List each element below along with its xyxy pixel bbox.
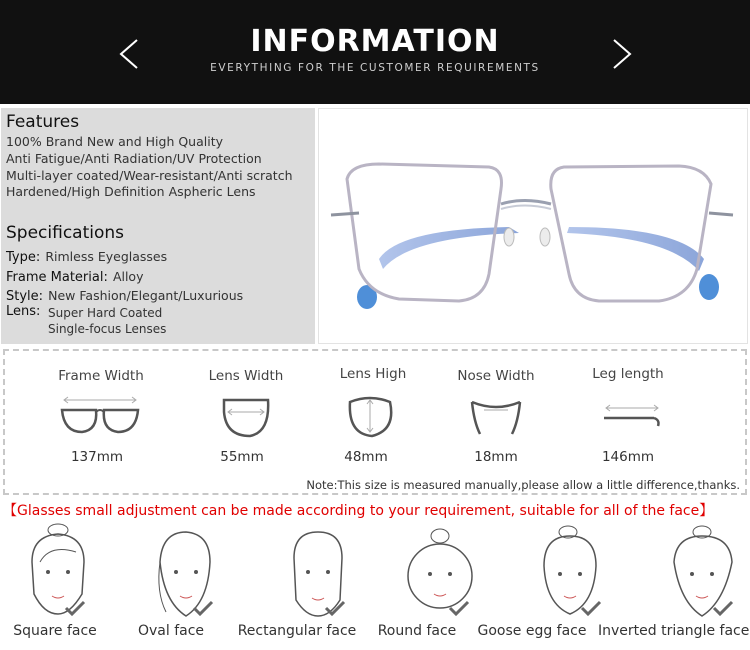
page-subtitle: EVERYTHING FOR THE CUSTOMER REQUIREMENTS — [210, 62, 540, 74]
spec-material-value: Alloy — [112, 269, 144, 284]
feature-line: Multi-layer coated/Wear-resistant/Anti scratch — [6, 168, 293, 183]
face-label-rectangular: Rectangular face — [237, 623, 357, 639]
lens-width-icon — [218, 392, 274, 440]
measure-label-leg-length: Leg length — [592, 366, 664, 382]
measure-label-nose-width: Nose Width — [457, 368, 535, 384]
rectangular-face-icon — [268, 522, 368, 632]
adjustment-notice: 【Glasses small adjustment can be made according to your requirement, suitable for all of the face】 — [3, 503, 714, 519]
leg-length-icon — [600, 396, 664, 436]
feature-line: Anti Fatigue/Anti Radiation/UV Protection — [6, 151, 262, 166]
specifications-heading: Specifications — [6, 223, 125, 243]
spec-style-value: New Fashion/Elegant/Luxurious — [48, 288, 244, 303]
spec-material-key: Frame Material: — [6, 270, 108, 285]
measure-label-lens-high: Lens High — [339, 366, 407, 382]
spec-lens-value-2: Single-focus Lenses — [48, 322, 167, 336]
measurement-note: Note:This size is measured manually,please allow a little difference,thanks. — [306, 478, 740, 492]
measure-value-nose-width: 18mm — [474, 449, 518, 465]
spec-type-value: Rimless Eyeglasses — [45, 249, 168, 264]
lens-height-icon — [342, 392, 398, 440]
face-label-square: Square face — [13, 623, 97, 639]
product-photo — [318, 108, 748, 344]
measure-value-frame-width: 137mm — [70, 449, 124, 465]
spec-style — [6, 285, 243, 304]
spec-style-key: Style: — [6, 289, 44, 304]
nose-width-icon — [468, 394, 524, 440]
face-label-inverted-triangle: Inverted triangle face — [598, 623, 750, 639]
face-label-goose-egg: Goose egg face — [477, 623, 587, 639]
feature-line: 100% Brand New and High Quality — [6, 134, 224, 149]
spec-lens-key: Lens: — [6, 304, 41, 319]
face-label-round: Round face — [377, 623, 457, 639]
spec-lens-value-1: Super Hard Coated — [48, 306, 163, 320]
face-label-oval: Oval face — [137, 623, 205, 639]
features-heading: Features — [6, 112, 80, 132]
spec-material — [6, 266, 143, 285]
spec-type-key: Type: — [6, 250, 41, 265]
round-face-icon — [392, 522, 492, 632]
measure-label-frame-width: Frame Width — [58, 368, 144, 384]
page-title: INFORMATION — [250, 24, 500, 59]
measure-value-leg-length: 146mm — [601, 449, 655, 465]
square-face-icon — [10, 522, 110, 632]
oval-face-icon — [136, 522, 236, 632]
goose-egg-face-icon — [522, 522, 622, 632]
feature-line: Hardened/High Definition Aspheric Lens — [6, 184, 256, 199]
measure-value-lens-width: 55mm — [220, 449, 264, 465]
measure-value-lens-high: 48mm — [344, 449, 388, 465]
frame-width-icon — [58, 394, 142, 440]
spec-type — [6, 246, 167, 265]
measure-label-lens-width: Lens Width — [208, 368, 284, 384]
inverted-triangle-face-icon — [654, 522, 750, 632]
